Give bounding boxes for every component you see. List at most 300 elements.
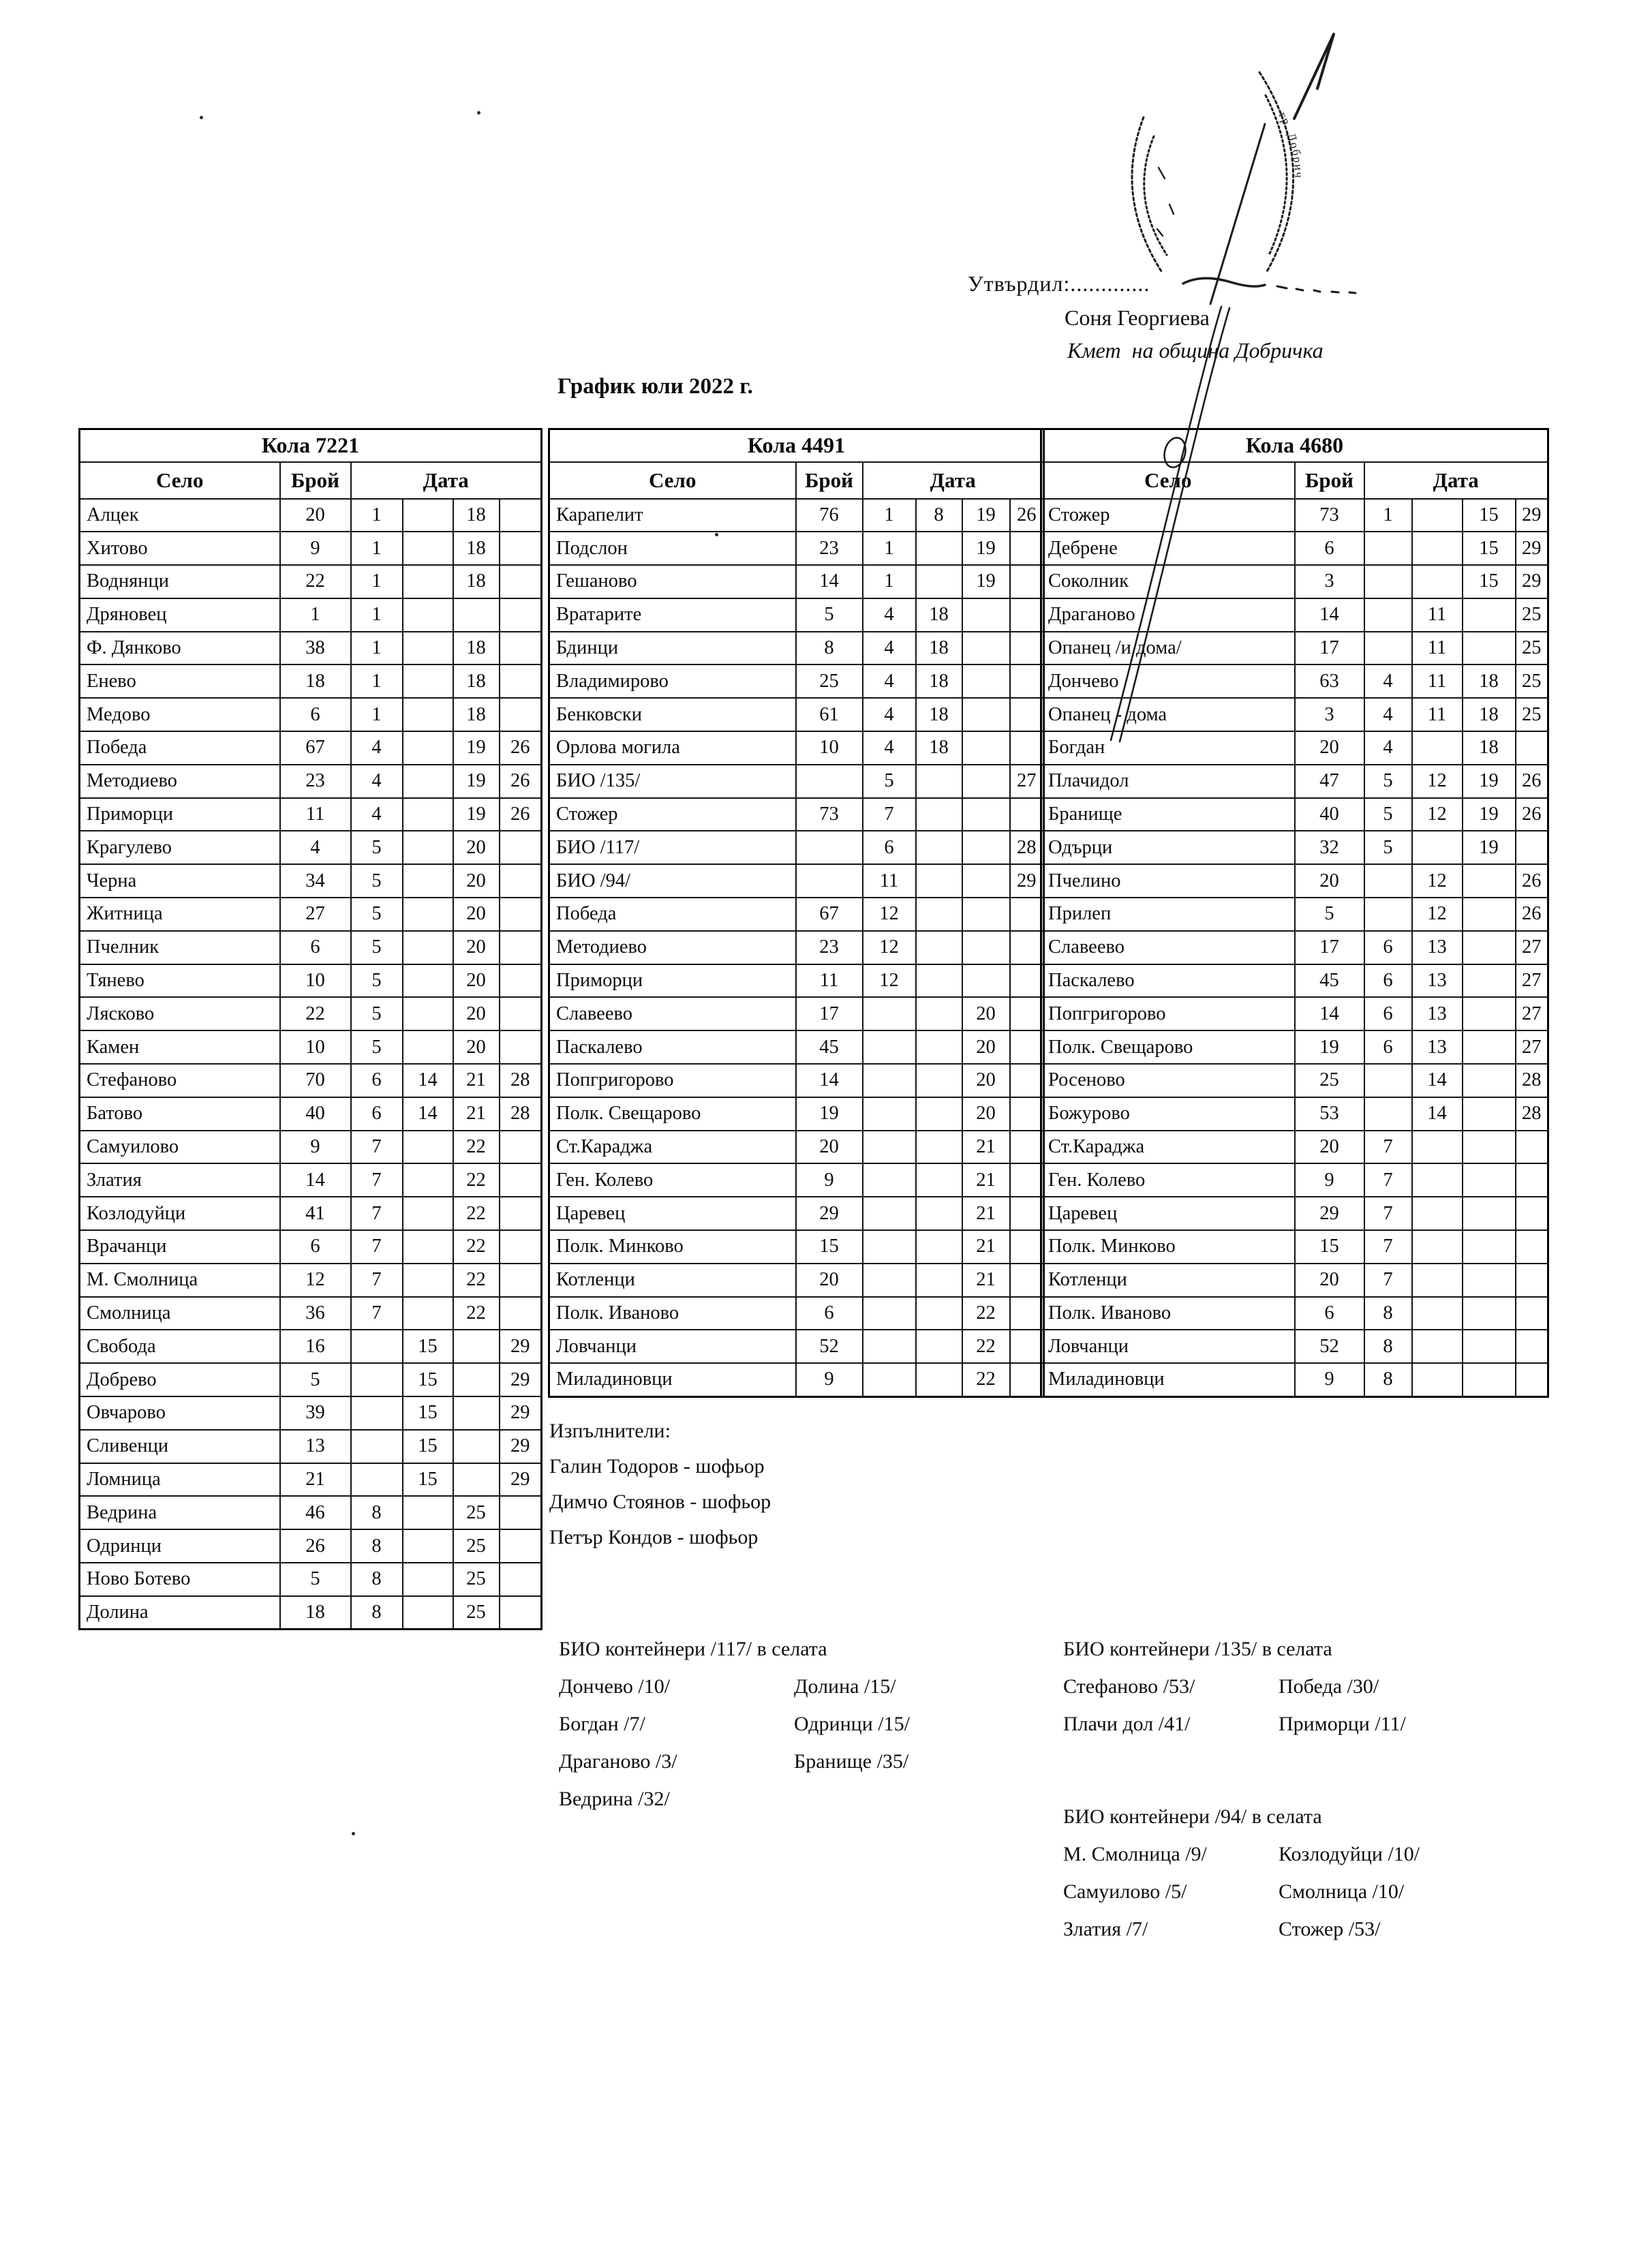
table-row bbox=[549, 898, 1044, 931]
date-cell bbox=[1516, 731, 1548, 765]
village-cell: Соколник bbox=[1041, 565, 1295, 598]
village-cell: Прилеп bbox=[1041, 898, 1295, 931]
village-cell: Ново Ботево bbox=[80, 1563, 280, 1596]
date-cell: 18 bbox=[916, 598, 962, 632]
table-row bbox=[549, 1264, 1044, 1297]
table-row bbox=[80, 499, 542, 532]
date-cell bbox=[1463, 1264, 1516, 1297]
date-cell: 18 bbox=[453, 698, 500, 731]
date-cell: 8 bbox=[351, 1563, 403, 1596]
date-cell: 8 bbox=[1364, 1297, 1412, 1330]
date-cell: 11 bbox=[1412, 698, 1463, 731]
village-cell: Самуилово bbox=[80, 1131, 280, 1164]
date-cell bbox=[962, 698, 1010, 731]
date-cell bbox=[403, 997, 453, 1030]
count-cell: 23 bbox=[796, 931, 863, 964]
village-cell: Дебрене bbox=[1041, 532, 1295, 565]
date-cell: 18 bbox=[453, 664, 500, 698]
bio-item: Богдан /7/ bbox=[559, 1713, 645, 1735]
date-cell: 4 bbox=[863, 598, 916, 632]
count-cell: 76 bbox=[796, 499, 863, 532]
date-cell: 7 bbox=[351, 1264, 403, 1297]
village-cell: Опанец - дома bbox=[1041, 698, 1295, 731]
count-cell: 6 bbox=[280, 698, 351, 731]
table-row bbox=[549, 532, 1044, 565]
table-row bbox=[80, 864, 542, 898]
date-cell bbox=[1412, 1297, 1463, 1330]
date-cell bbox=[1412, 1330, 1463, 1363]
village-cell: БИО /135/ bbox=[549, 765, 796, 798]
date-cell: 7 bbox=[1364, 1264, 1412, 1297]
table-row bbox=[549, 964, 1044, 998]
table-row bbox=[549, 1197, 1044, 1230]
date-cell bbox=[500, 532, 542, 565]
village-cell: Славеево bbox=[1041, 931, 1295, 964]
date-cell bbox=[1010, 898, 1044, 931]
date-cell bbox=[1516, 831, 1548, 864]
column-header-row bbox=[80, 462, 542, 499]
table-row bbox=[80, 1563, 542, 1596]
date-cell bbox=[403, 1264, 453, 1297]
date-cell: 29 bbox=[500, 1363, 542, 1396]
bio-item: Победа /30/ bbox=[1279, 1675, 1379, 1698]
date-cell bbox=[500, 1197, 542, 1230]
date-cell: 8 bbox=[351, 1496, 403, 1529]
bio-row bbox=[1063, 1873, 1420, 1910]
date-cell bbox=[500, 565, 542, 598]
village-cell: Карапелит bbox=[549, 499, 796, 532]
scan-speck bbox=[352, 1832, 355, 1835]
bio-item: Смолница /10/ bbox=[1279, 1880, 1405, 1903]
date-cell: 22 bbox=[962, 1363, 1010, 1396]
date-cell bbox=[1463, 864, 1516, 898]
count-cell: 17 bbox=[1295, 931, 1364, 964]
village-cell: Дончево bbox=[1041, 664, 1295, 698]
count-cell: 16 bbox=[280, 1330, 351, 1363]
village-cell: Крагулево bbox=[80, 831, 280, 864]
count-cell: 22 bbox=[280, 997, 351, 1030]
count-header: Брой bbox=[280, 462, 351, 499]
date-cell bbox=[500, 898, 542, 931]
bio-row bbox=[1063, 1910, 1420, 1948]
car-header: Кола 7221 bbox=[80, 429, 542, 462]
bio-row bbox=[1063, 1835, 1420, 1873]
date-cell: 21 bbox=[453, 1097, 500, 1131]
date-cell: 12 bbox=[1412, 765, 1463, 798]
village-cell: Ведрина bbox=[80, 1496, 280, 1529]
date-cell bbox=[1463, 964, 1516, 998]
count-cell: 6 bbox=[1295, 532, 1364, 565]
village-cell: Гешаново bbox=[549, 565, 796, 598]
village-cell: Миладиновци bbox=[1041, 1363, 1295, 1396]
date-cell: 26 bbox=[1516, 898, 1548, 931]
village-cell: Пчелник bbox=[80, 931, 280, 964]
date-cell: 29 bbox=[1010, 864, 1044, 898]
scan-speck bbox=[200, 116, 203, 119]
date-cell: 22 bbox=[453, 1230, 500, 1264]
date-cell: 12 bbox=[863, 931, 916, 964]
count-cell: 61 bbox=[796, 698, 863, 731]
table-row bbox=[1041, 765, 1548, 798]
date-cell bbox=[1010, 931, 1044, 964]
date-cell: 1 bbox=[863, 532, 916, 565]
date-cell bbox=[916, 1163, 962, 1197]
table-row bbox=[80, 931, 542, 964]
date-cell bbox=[1010, 1030, 1044, 1064]
date-cell: 19 bbox=[453, 765, 500, 798]
table-row bbox=[549, 798, 1044, 831]
date-cell: 20 bbox=[453, 831, 500, 864]
bio-item: Долина /15/ bbox=[794, 1675, 896, 1698]
count-cell: 73 bbox=[796, 798, 863, 831]
table-row bbox=[80, 1064, 542, 1097]
table-row bbox=[80, 1596, 542, 1630]
village-cell: Медово bbox=[80, 698, 280, 731]
executor-item: Петър Кондов - шофьор bbox=[549, 1526, 759, 1548]
date-cell: 4 bbox=[863, 632, 916, 665]
date-cell bbox=[863, 997, 916, 1030]
date-cell bbox=[1463, 1230, 1516, 1264]
date-cell: 7 bbox=[351, 1163, 403, 1197]
table-row bbox=[549, 1131, 1044, 1164]
date-cell bbox=[403, 731, 453, 765]
date-cell bbox=[500, 1297, 542, 1330]
date-cell: 11 bbox=[1412, 664, 1463, 698]
table-row bbox=[549, 864, 1044, 898]
village-cell: БИО /94/ bbox=[549, 864, 796, 898]
document-title: График юли 2022 г. bbox=[557, 374, 753, 399]
date-cell bbox=[1010, 565, 1044, 598]
date-cell bbox=[453, 1463, 500, 1497]
village-cell: Черна bbox=[80, 864, 280, 898]
village-cell: Стефаново bbox=[80, 1064, 280, 1097]
table-row bbox=[80, 632, 542, 665]
date-cell: 21 bbox=[962, 1163, 1010, 1197]
date-cell: 12 bbox=[1412, 798, 1463, 831]
village-cell: Методиево bbox=[549, 931, 796, 964]
date-cell: 11 bbox=[1412, 632, 1463, 665]
bio-item: Самуилово /5/ bbox=[1063, 1880, 1187, 1903]
table-row bbox=[80, 997, 542, 1030]
date-cell: 4 bbox=[351, 765, 403, 798]
count-cell: 25 bbox=[796, 664, 863, 698]
date-cell: 13 bbox=[1412, 931, 1463, 964]
date-cell: 5 bbox=[1364, 765, 1412, 798]
table-row bbox=[80, 831, 542, 864]
date-cell: 4 bbox=[1364, 664, 1412, 698]
date-cell bbox=[1364, 632, 1412, 665]
count-cell: 20 bbox=[1295, 864, 1364, 898]
table-row bbox=[1041, 1264, 1548, 1297]
date-cell bbox=[962, 898, 1010, 931]
date-cell: 18 bbox=[916, 664, 962, 698]
count-cell: 36 bbox=[280, 1297, 351, 1330]
date-cell bbox=[916, 1097, 962, 1131]
count-cell: 9 bbox=[1295, 1363, 1364, 1396]
count-cell: 19 bbox=[1295, 1030, 1364, 1064]
date-cell bbox=[1463, 997, 1516, 1030]
date-cell: 18 bbox=[1463, 698, 1516, 731]
village-cell: Бдинци bbox=[549, 632, 796, 665]
village-cell: Стожер bbox=[1041, 499, 1295, 532]
table-row bbox=[1041, 1330, 1548, 1363]
table-row bbox=[1041, 1064, 1548, 1097]
village-cell: Царевец bbox=[549, 1197, 796, 1230]
date-cell: 22 bbox=[453, 1297, 500, 1330]
village-cell: Паскалево bbox=[1041, 964, 1295, 998]
column-header-row bbox=[549, 462, 1044, 499]
date-cell bbox=[1010, 964, 1044, 998]
date-cell bbox=[403, 698, 453, 731]
bio-item: Дончево /10/ bbox=[559, 1675, 671, 1698]
date-cell: 7 bbox=[1364, 1131, 1412, 1164]
date-cell bbox=[1516, 1131, 1548, 1164]
count-cell: 5 bbox=[1295, 898, 1364, 931]
date-cell bbox=[1364, 532, 1412, 565]
date-cell bbox=[500, 1030, 542, 1064]
date-cell: 5 bbox=[863, 765, 916, 798]
date-cell: 20 bbox=[453, 964, 500, 998]
table-row bbox=[549, 1064, 1044, 1097]
stamp-right-inner-arc-icon bbox=[1266, 95, 1287, 254]
date-cell bbox=[351, 1430, 403, 1463]
bio-item: Драганово /3/ bbox=[559, 1750, 677, 1773]
table-row bbox=[80, 1496, 542, 1529]
village-cell: Ловчанци bbox=[549, 1330, 796, 1363]
date-cell: 22 bbox=[453, 1264, 500, 1297]
date-cell bbox=[403, 632, 453, 665]
date-cell: 5 bbox=[1364, 798, 1412, 831]
village-cell: Вратарите bbox=[549, 598, 796, 632]
date-cell: 18 bbox=[916, 731, 962, 765]
date-cell bbox=[1516, 1330, 1548, 1363]
village-cell: Методиево bbox=[80, 765, 280, 798]
date-cell: 27 bbox=[1516, 964, 1548, 998]
date-cell bbox=[1463, 1297, 1516, 1330]
count-cell: 46 bbox=[280, 1496, 351, 1529]
village-cell: Одринци bbox=[80, 1529, 280, 1563]
bio-section-135 bbox=[1063, 1630, 1406, 1743]
date-cell bbox=[1412, 1131, 1463, 1164]
date-cell: 7 bbox=[1364, 1197, 1412, 1230]
table-row bbox=[80, 1396, 542, 1430]
date-cell bbox=[916, 831, 962, 864]
village-cell: Победа bbox=[80, 731, 280, 765]
date-cell bbox=[500, 632, 542, 665]
date-cell bbox=[1412, 1230, 1463, 1264]
date-cell bbox=[351, 1363, 403, 1396]
village-cell: Победа bbox=[549, 898, 796, 931]
date-cell bbox=[1010, 698, 1044, 731]
date-cell: 20 bbox=[962, 997, 1010, 1030]
bio-row bbox=[1063, 1705, 1406, 1743]
table-row bbox=[549, 632, 1044, 665]
date-cell bbox=[403, 1230, 453, 1264]
date-cell: 1 bbox=[863, 565, 916, 598]
date-cell bbox=[1010, 1197, 1044, 1230]
village-cell: Ст.Караджа bbox=[1041, 1131, 1295, 1164]
car-header: Кола 4491 bbox=[549, 429, 1044, 462]
date-header: Дата bbox=[351, 462, 542, 499]
stamp-left-marks-icon bbox=[1157, 168, 1174, 236]
count-header: Брой bbox=[1295, 462, 1364, 499]
date-cell: 21 bbox=[453, 1064, 500, 1097]
count-cell: 53 bbox=[1295, 1097, 1364, 1131]
date-cell: 19 bbox=[1463, 798, 1516, 831]
village-cell: Козлодуйци bbox=[80, 1197, 280, 1230]
count-cell: 3 bbox=[1295, 565, 1364, 598]
date-cell bbox=[500, 864, 542, 898]
date-cell: 25 bbox=[453, 1563, 500, 1596]
bio-section-94 bbox=[1063, 1798, 1420, 1948]
date-cell: 5 bbox=[351, 1030, 403, 1064]
bio-row bbox=[559, 1705, 910, 1743]
count-cell: 67 bbox=[796, 898, 863, 931]
executors-block bbox=[549, 1413, 771, 1555]
village-cell: Ген. Колево bbox=[549, 1163, 796, 1197]
village-header: Село bbox=[80, 462, 280, 499]
count-cell: 32 bbox=[1295, 831, 1364, 864]
approver-title: Кмет на община Добричка bbox=[1067, 338, 1324, 363]
date-cell bbox=[403, 931, 453, 964]
count-cell: 18 bbox=[280, 1596, 351, 1630]
count-cell: 63 bbox=[1295, 664, 1364, 698]
count-cell: 10 bbox=[280, 964, 351, 998]
date-cell bbox=[500, 664, 542, 698]
date-cell: 4 bbox=[863, 731, 916, 765]
date-cell bbox=[916, 765, 962, 798]
date-cell: 14 bbox=[403, 1097, 453, 1131]
village-cell: М. Смолница bbox=[80, 1264, 280, 1297]
date-cell: 21 bbox=[962, 1197, 1010, 1230]
date-cell: 20 bbox=[453, 931, 500, 964]
date-cell: 20 bbox=[962, 1030, 1010, 1064]
date-cell: 27 bbox=[1516, 931, 1548, 964]
date-cell: 18 bbox=[1463, 664, 1516, 698]
count-cell: 27 bbox=[280, 898, 351, 931]
date-cell: 11 bbox=[1412, 598, 1463, 632]
date-cell: 13 bbox=[1412, 964, 1463, 998]
date-cell bbox=[500, 499, 542, 532]
date-cell bbox=[1010, 632, 1044, 665]
date-cell: 6 bbox=[1364, 964, 1412, 998]
date-cell: 8 bbox=[1364, 1363, 1412, 1396]
date-cell bbox=[1412, 731, 1463, 765]
date-cell: 5 bbox=[351, 898, 403, 931]
count-cell: 23 bbox=[280, 765, 351, 798]
date-cell: 18 bbox=[453, 632, 500, 665]
stamp-left-outer-arc-icon bbox=[1132, 117, 1161, 271]
date-cell bbox=[403, 532, 453, 565]
table-row bbox=[80, 1529, 542, 1563]
village-cell: Воднянци bbox=[80, 565, 280, 598]
date-cell: 26 bbox=[1516, 765, 1548, 798]
date-cell: 15 bbox=[1463, 532, 1516, 565]
date-cell: 5 bbox=[351, 931, 403, 964]
date-cell bbox=[916, 532, 962, 565]
date-cell bbox=[962, 798, 1010, 831]
date-cell: 6 bbox=[351, 1097, 403, 1131]
count-cell: 17 bbox=[796, 997, 863, 1030]
date-cell bbox=[1364, 898, 1412, 931]
date-cell: 4 bbox=[351, 731, 403, 765]
count-cell: 20 bbox=[1295, 1264, 1364, 1297]
bio-section-title: БИО контейнери /135/ в селата bbox=[1063, 1638, 1332, 1660]
date-cell bbox=[1463, 931, 1516, 964]
date-cell bbox=[500, 698, 542, 731]
count-cell: 9 bbox=[280, 1131, 351, 1164]
approver-name: Соня Георгиева bbox=[1065, 305, 1210, 330]
bio-row bbox=[1063, 1668, 1406, 1705]
table-row bbox=[1041, 997, 1548, 1030]
date-cell: 6 bbox=[351, 1064, 403, 1097]
date-cell bbox=[1010, 664, 1044, 698]
date-cell: 21 bbox=[962, 1264, 1010, 1297]
date-cell bbox=[962, 598, 1010, 632]
count-cell: 6 bbox=[796, 1297, 863, 1330]
count-cell: 5 bbox=[280, 1363, 351, 1396]
table-row bbox=[80, 1330, 542, 1363]
date-cell: 21 bbox=[962, 1131, 1010, 1164]
count-cell: 1 bbox=[280, 598, 351, 632]
village-cell: Ломница bbox=[80, 1463, 280, 1497]
date-cell bbox=[1412, 1264, 1463, 1297]
bio-section-title: БИО контейнери /117/ в селата bbox=[559, 1638, 827, 1660]
date-cell bbox=[500, 1163, 542, 1197]
date-cell: 25 bbox=[453, 1496, 500, 1529]
date-cell: 12 bbox=[1412, 864, 1463, 898]
count-cell: 6 bbox=[280, 1230, 351, 1264]
date-cell bbox=[863, 1363, 916, 1396]
village-cell: Владимирово bbox=[549, 664, 796, 698]
table-row bbox=[1041, 831, 1548, 864]
date-cell bbox=[403, 1529, 453, 1563]
date-cell bbox=[863, 1131, 916, 1164]
count-cell: 14 bbox=[796, 1064, 863, 1097]
date-cell: 27 bbox=[1516, 1030, 1548, 1064]
table-row bbox=[549, 997, 1044, 1030]
table-row bbox=[80, 765, 542, 798]
count-cell: 11 bbox=[796, 964, 863, 998]
date-cell bbox=[916, 997, 962, 1030]
date-cell bbox=[916, 1264, 962, 1297]
date-cell: 7 bbox=[1364, 1163, 1412, 1197]
date-cell: 15 bbox=[403, 1363, 453, 1396]
date-cell bbox=[1010, 598, 1044, 632]
date-cell: 20 bbox=[453, 898, 500, 931]
bio-item: Стожер /53/ bbox=[1279, 1918, 1381, 1940]
date-cell bbox=[916, 565, 962, 598]
date-cell bbox=[500, 997, 542, 1030]
count-cell: 73 bbox=[1295, 499, 1364, 532]
date-cell: 15 bbox=[403, 1430, 453, 1463]
date-cell: 28 bbox=[1010, 831, 1044, 864]
bio-section-117 bbox=[559, 1630, 910, 1818]
date-cell bbox=[500, 1496, 542, 1529]
village-cell: Котленци bbox=[1041, 1264, 1295, 1297]
date-cell bbox=[962, 765, 1010, 798]
village-cell: Пчелино bbox=[1041, 864, 1295, 898]
village-cell: Полк. Минково bbox=[549, 1230, 796, 1264]
date-cell: 27 bbox=[1010, 765, 1044, 798]
bio-item: Ведрина /32/ bbox=[559, 1788, 670, 1810]
bio-row bbox=[559, 1780, 910, 1818]
count-cell: 9 bbox=[796, 1363, 863, 1396]
date-cell bbox=[962, 931, 1010, 964]
village-cell: Ф. Дянково bbox=[80, 632, 280, 665]
date-cell bbox=[1463, 1131, 1516, 1164]
table-row bbox=[1041, 964, 1548, 998]
